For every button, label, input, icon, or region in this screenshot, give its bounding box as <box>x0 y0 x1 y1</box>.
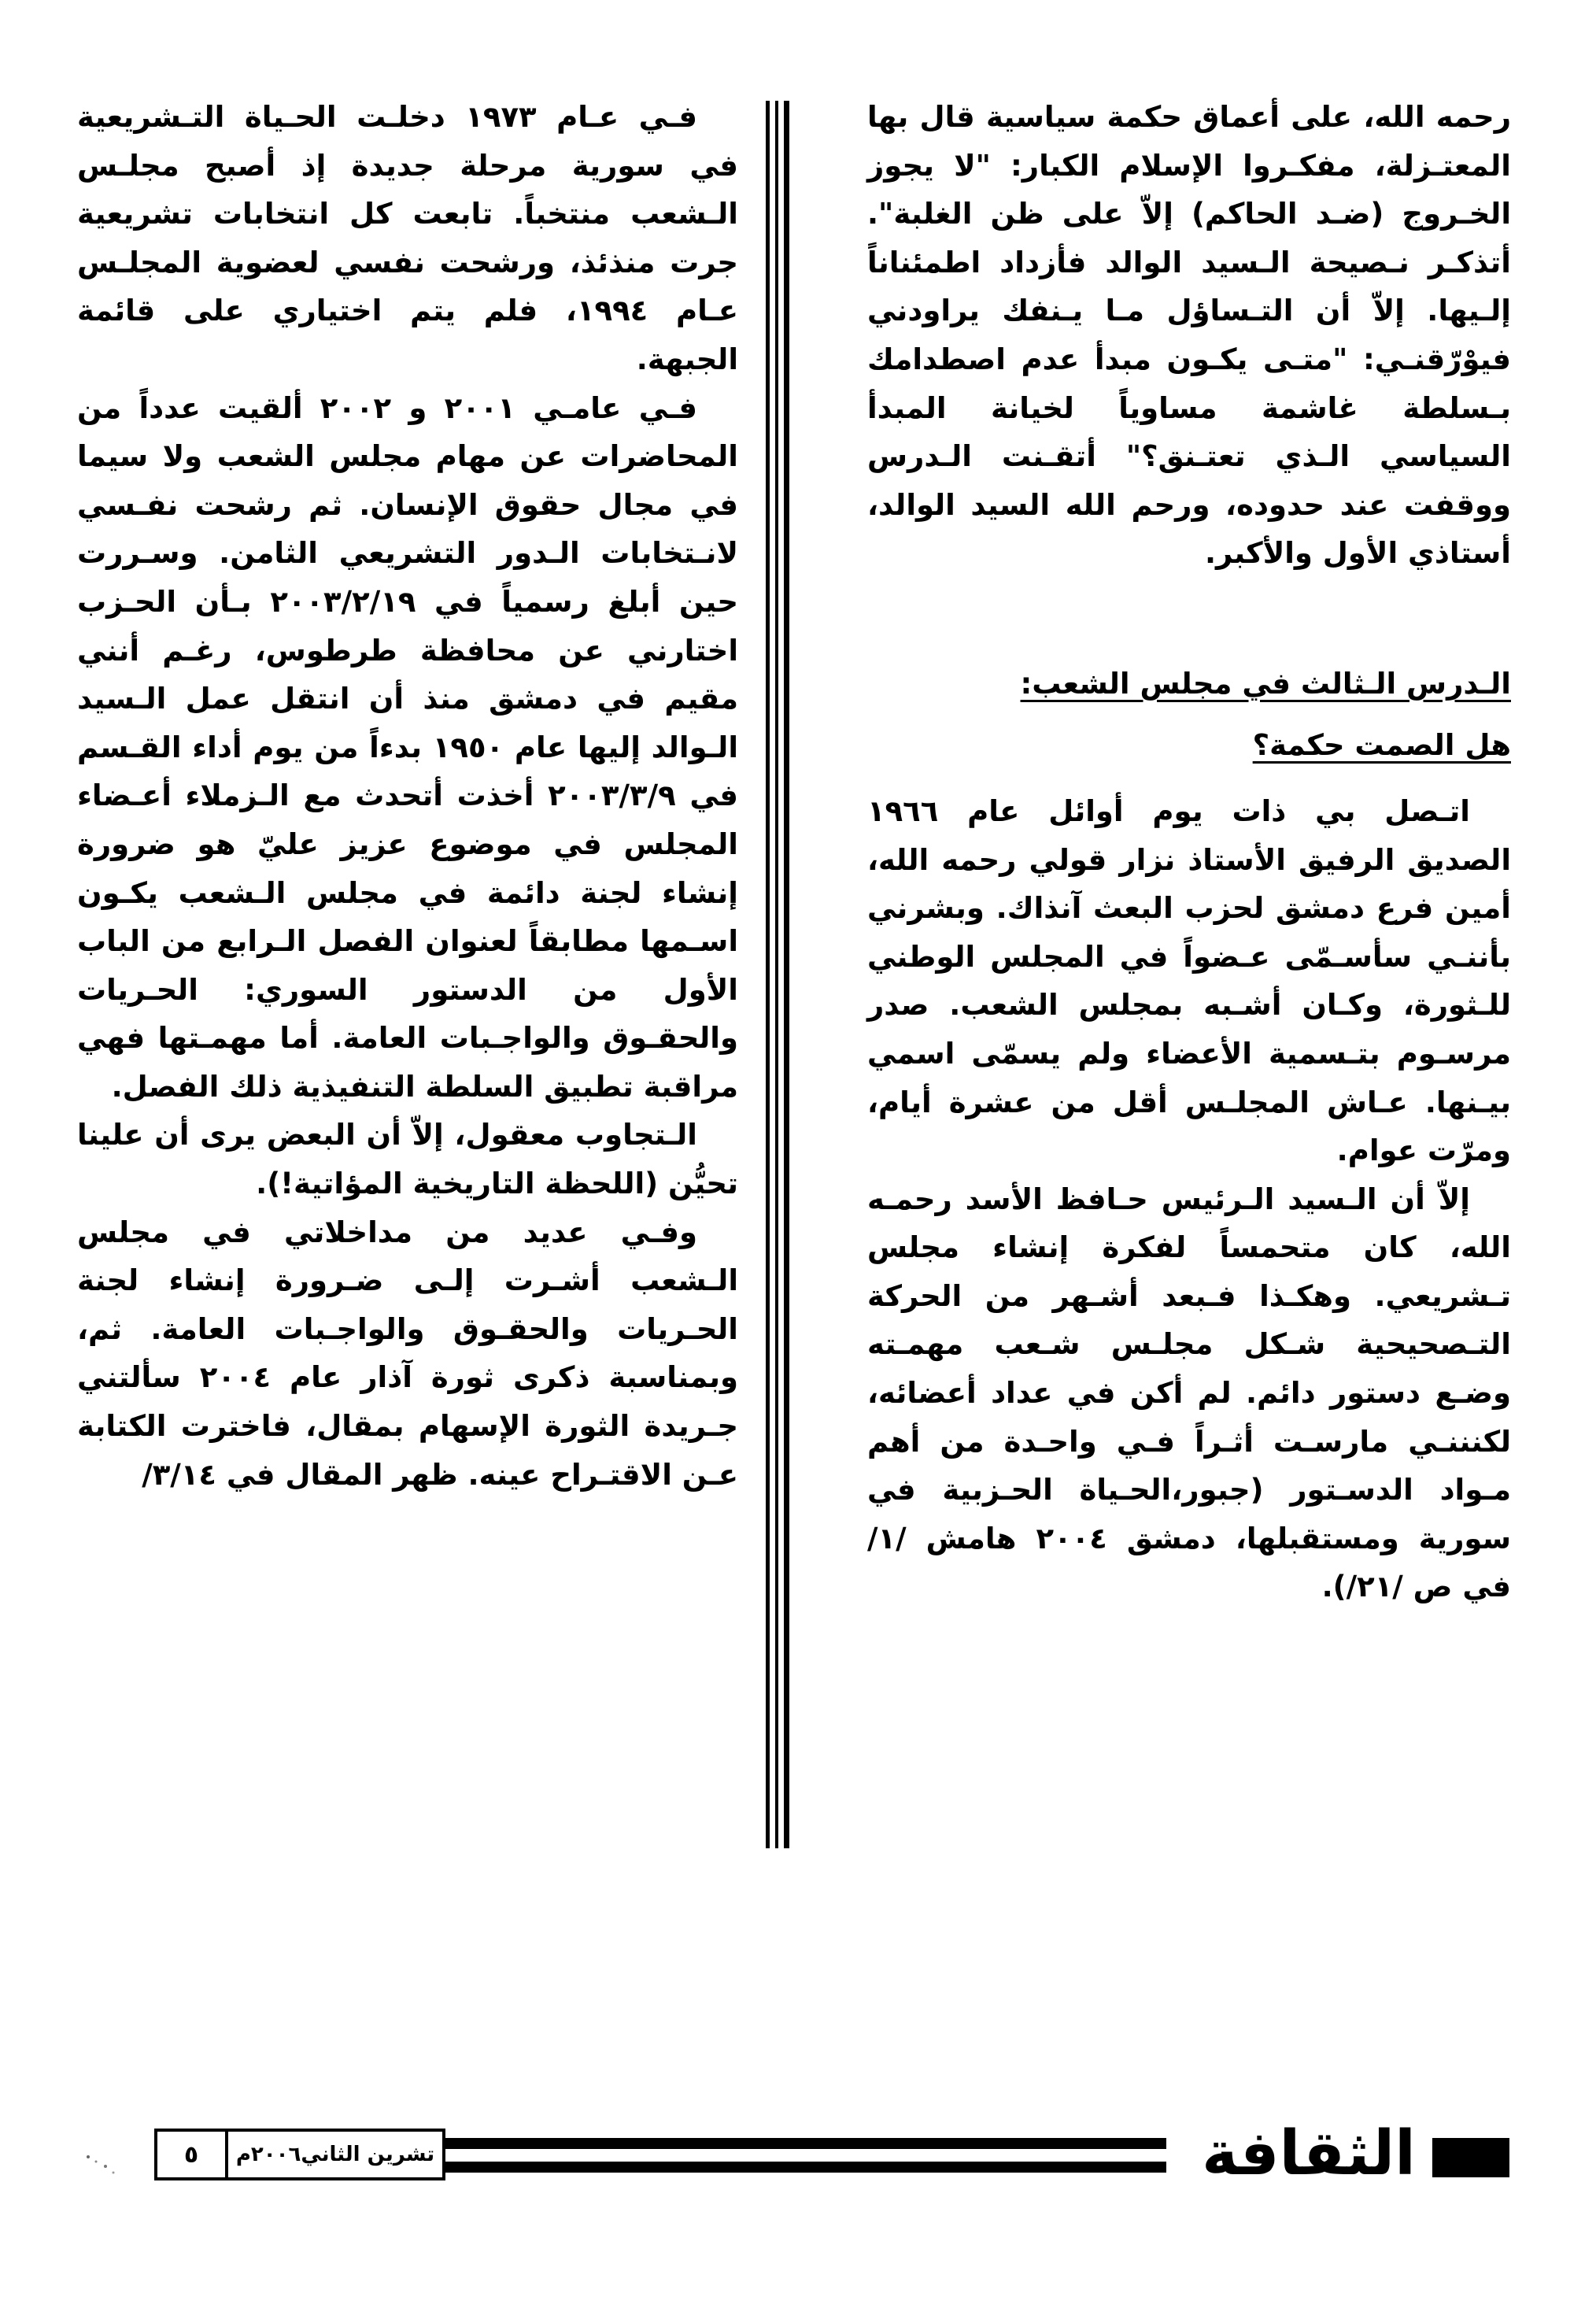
section-subheading: هل الصمت حكمة؟ <box>1252 727 1511 762</box>
right-paragraph-2: اتـصل بي ذات يوم أوائل عام ١٩٦٦ الصديق الرفيق الأستاذ نزار قولي رحمه الله، أمين فرع دمشق لحزب البعث آنذاك. وبشرني بأننـي سأسـمّى عـضواً في المجلس الوطني للـثورة، وكـان أشـبه بمجلس الشعب. صدر مرسـوم بتـسمية الأعضاء ولم يسمّى اسمي بيـنها. عـاش المجلـس أقل من عشرة أيام، ومرّت عوام. <box>867 793 1511 1168</box>
page-number: ٥ <box>157 2132 228 2177</box>
scan-speck-icon <box>79 2149 126 2180</box>
magazine-logo: الثقافة <box>1202 2118 1416 2189</box>
right-paragraph-3: إلاّ أن الـسيد الـرئيس حـافظ الأسد رحمـه الله، كان متحمساً لفكرة إنشاء مجلس تـشريعي. وهكـذا فـبعد أشـهر من الحركة التـصحيحية شـكل مجلـس شـعب مهمـته وضـع دستور دائم. لم أكن في عداد أعضائه، لكنننـي مارسـت أثـراً فـي واحـدة من أهم مـواد الدسـتور (جبور،الحـياة الحـزبية في سورية ومستقبلها، دمشق ٢٠٠٤ هامش /١/ في ص /٢١/). <box>867 1182 1511 1604</box>
left-paragraph-4: وفـي عديد من مداخلاتي في مجلس الـشعب أشـرت إلـى ضـرورة إنشاء لجنة الحـريات والحقـوق والواجـبات العامة. ثم، وبمناسبة ذكرى ثورة آذار عام ٢٠٠٤ سألتني جـريدة الثورة الإسهام بمقال، فاخترت الكتابة عـن الاقتـراح عينه. ظهر المقال في ٣/١٤/ <box>77 1215 738 1492</box>
left-paragraph-2: فـي عامـي ٢٠٠١ و ٢٠٠٢ ألقيت عدداً من المحاضرات عن مهام مجلس الشعب ولا سيما في مجال حقوق الإنسان. ثم رشحت نفـسي لانـتخابات الـدور التشريعي الثامن. وسـررت حين أبلغ رسمياً في ٢٠٠٣/٢/١٩ بـأن الحـزب اختارني عن محافظة طرطوس، رغـم أنني مقيم في دمشق منذ أن انتقل عمل الـسيد الـوالد إليها عام ١٩٥٠ بدءاً من يوم أداء القـسم في ٢٠٠٣/٣/٩ أخذت أتحدث مع الـزملاء أعـضاء المجلس في موضوع عزيز عليّ هو ضرورة إنشاء لجنة دائمة في مجلس الـشعب يكـون اسـمها مطابقاً لعنوان الفصل الـرابع من الباب الأول من الدستور السوري: الحـريات والحقـوق والواجـبات العامة. أما مهمـتها فهي مراقبة تطبيق السلطة التنفيذية ذلك الفصل. <box>77 390 739 1104</box>
right-paragraph-1: رحمه الله، على أعماق حكمة سياسية قال بها المعتـزلة، مفكـروا الإسلام الكبار: "لا يجوز الخـروج (ضـد الحاكم) إلاّ على ظن الغلبة". أتذكـر نـصيحة الـسيد الوالد فأزداد اطمئناناً إلـيها. إلاّ أن التـساؤل مـا يـنفك يراودني فيوْرّقنـي: "متـى يكـون مبدأ عدم اصطدامك بـسلطة غاشمة مساوياً لخيانة المبدأ السياسي الـذي تعتـنق؟" أتقـنت الـدرس ووقفت عند حدوده، ورحم الله السيد الوالد، أستاذي الأول والأكبر. <box>867 100 1511 571</box>
section-heading: الـدرس الـثالث في مجلس الشعب: <box>1020 666 1511 701</box>
right-column <box>867 93 1511 1611</box>
column-divider <box>766 101 770 1848</box>
column-divider <box>784 101 789 1848</box>
footer-info-box <box>154 2129 445 2180</box>
left-paragraph-3: الـتجاوب معقول، إلاّ أن البعض يرى أن علينا تحيُّن (اللحظة التاريخية المؤاتية!). <box>77 1118 738 1201</box>
footer-logo-bar <box>1432 2138 1509 2177</box>
section-gap <box>867 578 1511 616</box>
left-paragraph-1: فـي عـام ١٩٧٣ دخلـت الحـياة التـشريعية في سورية مرحلة جديدة إذ أصبح مجلـس الـشعب منتخباً. تابعت كل انتخابات تشريعية جرت منذئذ، ورشحت نفسي لعضوية المجلـس عـام ١٩٩٤، فلم يتم اختياري على قائمة الجبهة. <box>77 100 738 376</box>
column-divider <box>775 101 778 1848</box>
footer-bar <box>400 2138 1166 2149</box>
section-gap <box>867 616 1511 653</box>
footer-bar <box>400 2162 1166 2173</box>
issue-date: تشرين الثاني٢٠٠٦م <box>235 2143 435 2166</box>
left-column <box>77 93 738 1499</box>
